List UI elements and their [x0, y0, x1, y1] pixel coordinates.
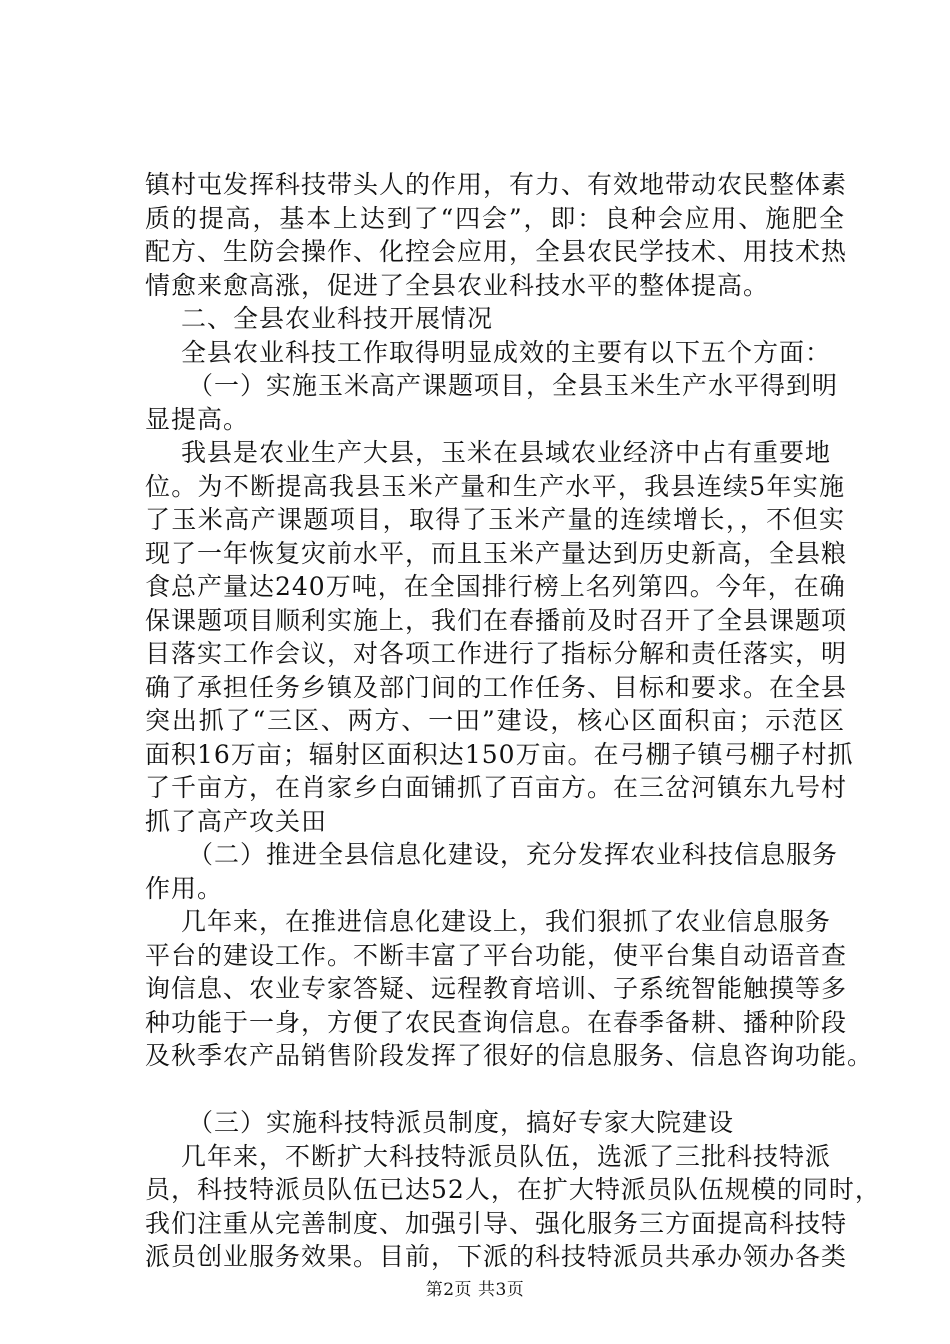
text-line: 二、全县农业科技开展情况: [181, 304, 494, 333]
text-line: 位。为不断提高我县玉米产量和生产水平，我县连续5年实施: [145, 471, 845, 501]
text-line: 配方、生防会操作、化控会应用，全县农民学技术、用技术热: [145, 237, 848, 266]
text-line: 派员创业服务效果。目前，下派的科技特派员共承办领办各类: [145, 1242, 848, 1271]
text-line: 保课题项目顺利实施上，我们在春播前及时召开了全县课题项: [145, 605, 848, 635]
text-line: （二）推进全县信息化建设，充分发挥农业科技信息服务: [188, 840, 839, 869]
text-line: 询信息、农业专家答疑、远程教育培训、子系统智能触摸等多: [145, 974, 848, 1003]
text-line: 平台的建设工作。不断丰富了平台功能，使平台集自动语音查: [145, 940, 848, 970]
text-line: 目落实工作会议，对各项工作进行了指标分解和责任落实，明: [145, 639, 848, 668]
text-line: 种功能于一身，方便了农民查询信息。在春季备耕、播种阶段: [145, 1007, 848, 1037]
text-line: 显提高。: [145, 404, 250, 434]
text-line: 我县是农业生产大县，玉米在县域农业经济中占有重要地: [181, 438, 832, 467]
text-line: 几年来，不断扩大科技特派员队伍，选派了三批科技特派: [181, 1141, 832, 1171]
text-line: 面积16万亩；辐射区面积达150万亩。在弓棚子镇弓棚子村抓: [145, 739, 854, 769]
text-line: 员，科技特派员队伍已达52人，在扩大特派员队伍规模的同时，: [145, 1175, 881, 1204]
text-line: 镇村屯发挥科技带头人的作用，有力、有效地带动农民整体素: [145, 170, 848, 199]
page-footer: 第2页 共3页: [425, 1280, 525, 1300]
text-line: 了千亩方，在肖家乡白面铺抓了百亩方。在三岔河镇东九号村: [145, 773, 848, 802]
blank-line: [145, 1073, 845, 1107]
text-line: 了玉米高产课题项目，取得了玉米产量的连续增长，，不但实: [145, 505, 845, 534]
text-line: 现了一年恢复灾前水平，而且玉米产量达到历史新高，全县粮: [145, 538, 848, 568]
text-line: 确了承担任务乡镇及部门间的工作任务、目标和要求。在全县: [145, 672, 848, 702]
text-line: 作用。: [145, 873, 224, 903]
text-line: 几年来，在推进信息化建设上，我们狠抓了农业信息服务: [181, 907, 832, 936]
text-line: 抓了高产攻关田: [145, 806, 328, 836]
text-line: 全县农业科技工作取得明显成效的主要有以下五个方面：: [181, 337, 832, 367]
text-line: 及秋季农产品销售阶段发挥了很好的信息服务、信息咨询功能。: [145, 1041, 874, 1070]
document-body: [145, 168, 881, 1274]
text-line: （三）实施科技特派员制度，搞好专家大院建设: [188, 1108, 735, 1137]
text-line: 食总产量达240万吨，在全国排行榜上名列第四。今年，在确: [145, 572, 846, 601]
text-line: 突出抓了“三区、两方、一田”建设，核心区面积亩；示范区: [145, 706, 845, 735]
text-line: 情愈来愈高涨，促进了全县农业科技水平的整体提高。: [145, 270, 770, 300]
text-line: （一）实施玉米高产课题项目，全县玉米生产水平得到明: [188, 371, 839, 400]
text-line: 我们注重从完善制度、加强引导、强化服务三方面提高科技特: [145, 1208, 848, 1238]
text-line: 质的提高，基本上达到了“四会”，即：良种会应用、施肥全: [145, 203, 845, 233]
